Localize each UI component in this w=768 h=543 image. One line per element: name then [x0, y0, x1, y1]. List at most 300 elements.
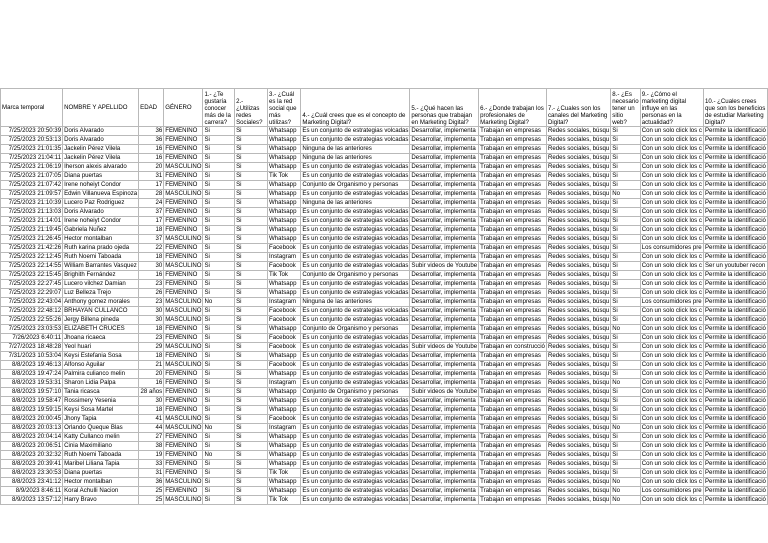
table-cell[interactable]: 22	[139, 244, 164, 253]
table-cell[interactable]: Permite la identificació	[704, 271, 766, 278]
table-cell[interactable]: Permite la identificació	[704, 172, 766, 179]
table-cell[interactable]: Si	[611, 235, 640, 244]
table-cell[interactable]: Permite la identificació	[704, 244, 766, 251]
table-cell[interactable]: Con un solo click los c	[641, 424, 702, 431]
table-cell[interactable]: 7/25/2023 22:14:55	[1, 262, 63, 271]
table-cell[interactable]: Whatsapp	[268, 406, 301, 415]
table-cell[interactable]: Si	[235, 136, 268, 145]
table-cell[interactable]: Si	[235, 361, 268, 370]
table-cell[interactable]: MASCULINO	[165, 190, 202, 197]
table-cell[interactable]: Desarrollar, implementa	[410, 298, 479, 307]
table-cell[interactable]: Es un conjunto de estrategias volcadas	[302, 334, 409, 341]
table-cell[interactable]: Si	[235, 451, 268, 460]
table-cell[interactable]: Whatsapp	[268, 226, 301, 235]
table-cell[interactable]: Si	[235, 289, 268, 298]
table-cell[interactable]: Iherson alexis alvarado	[63, 163, 139, 172]
table-cell[interactable]: Permite la identificació	[704, 433, 766, 440]
table-cell[interactable]: Whatsapp	[268, 190, 301, 199]
table-cell[interactable]: Whatsapp	[268, 478, 301, 487]
table-cell[interactable]: Si	[203, 271, 235, 280]
table-cell[interactable]: 8/8/2023 20:03:13	[1, 424, 63, 433]
table-cell[interactable]: 16	[139, 379, 164, 388]
table-cell[interactable]: 8/8/2023 20:00:45	[1, 415, 63, 424]
table-cell[interactable]: Redes sociales, búsqu	[547, 181, 610, 188]
table-cell[interactable]: Permite la identificació	[704, 397, 766, 404]
table-cell[interactable]: Desarrollar, implementa	[410, 271, 479, 280]
table-cell[interactable]: Whatsapp	[268, 127, 301, 136]
table-cell[interactable]: Si	[235, 397, 268, 406]
table-cell[interactable]: Es un conjunto de estrategias volcadas	[302, 352, 409, 359]
table-cell[interactable]: Es un conjunto de estrategias volcadas	[302, 280, 409, 287]
table-cell[interactable]: 8/8/2023 20:39:41	[1, 460, 63, 469]
table-cell[interactable]: Whatsapp	[268, 289, 301, 298]
table-cell[interactable]: Trabajan en construcció	[480, 343, 545, 350]
table-cell[interactable]: Es un conjunto de estrategias volcadas	[302, 217, 409, 224]
table-cell[interactable]: Es un conjunto de estrategias volcadas	[302, 361, 409, 368]
table-cell[interactable]: Desarrollar, implementa	[410, 172, 479, 181]
table-cell[interactable]: Gabriela Nuñez	[63, 226, 139, 235]
table-cell[interactable]: Permite la identificació	[704, 451, 766, 458]
table-cell[interactable]: Redes sociales, búsqu	[547, 280, 610, 287]
table-cell[interactable]: Redes sociales, búsqu	[547, 316, 610, 323]
table-cell[interactable]: No	[611, 190, 640, 199]
table-cell[interactable]: Permite la identificació	[704, 361, 766, 368]
table-cell[interactable]: Si	[611, 388, 640, 397]
table-cell[interactable]: Si	[203, 217, 235, 226]
table-cell[interactable]: Es un conjunto de estrategias volcadas	[302, 406, 409, 413]
table-cell[interactable]: Trabajan en empresas	[479, 388, 547, 397]
col-nombre-header[interactable]: NOMBRE Y APELLIDO	[63, 89, 139, 127]
table-cell[interactable]: Whatsapp	[268, 181, 301, 190]
table-cell[interactable]: Con un solo click los c	[641, 163, 702, 170]
table-cell[interactable]: 30	[139, 262, 164, 271]
table-cell[interactable]: Desarrollar, implementa	[410, 235, 479, 244]
col-q1-header[interactable]: 1.- ¿Te gustaría conocer más de la carrera?	[203, 89, 235, 127]
table-cell[interactable]: Es un conjunto de estrategias volcadas	[302, 226, 409, 233]
table-cell[interactable]: Si	[611, 280, 640, 289]
table-cell[interactable]: Si	[235, 343, 268, 352]
table-cell[interactable]: Si	[611, 334, 640, 343]
table-cell[interactable]: 38	[139, 442, 164, 451]
table-cell[interactable]: 7/25/2023 21:07:05	[1, 172, 63, 181]
table-cell[interactable]: Si	[611, 154, 640, 163]
table-cell[interactable]: Es un conjunto de estrategias volcadas	[302, 262, 409, 269]
table-cell[interactable]: 33	[139, 460, 164, 469]
table-cell[interactable]: FEMENINO	[164, 406, 203, 415]
table-cell[interactable]: Trabajan en empresas	[479, 316, 547, 325]
table-cell[interactable]: Permite la identificació	[704, 316, 766, 323]
table-cell[interactable]: Permite la identificació	[704, 190, 766, 197]
table-cell[interactable]: Con un solo click los c	[641, 496, 702, 503]
table-cell[interactable]: FEMENINO	[164, 352, 203, 361]
table-cell[interactable]: 24	[139, 199, 164, 208]
table-cell[interactable]: Permite la identificació	[704, 487, 766, 494]
table-cell[interactable]: Trabajan en empresas	[479, 127, 547, 136]
table-cell[interactable]: Si	[203, 208, 235, 217]
table-cell[interactable]: Redes sociales, búsqu	[547, 487, 610, 494]
col-q8-header[interactable]: 8.- ¿Es necesario tener un sitio web?	[611, 89, 640, 127]
table-cell[interactable]: Trabajan en empresas	[479, 442, 547, 451]
table-cell[interactable]: Con un solo click los c	[641, 451, 702, 458]
table-cell[interactable]: 8/8/2023 19:46:13	[1, 361, 63, 370]
table-cell[interactable]: Es un conjunto de estrategias volcadas	[302, 397, 409, 404]
table-cell[interactable]: Si	[235, 424, 268, 433]
table-cell[interactable]: Si	[203, 379, 235, 388]
table-cell[interactable]: 7/25/2023 21:09:57	[1, 190, 63, 199]
table-cell[interactable]: Desarrollar, implementa	[410, 451, 479, 460]
col-q6-header[interactable]: 6.- ¿Donde trabajan los profesionales de Marketing Digital?	[479, 89, 547, 127]
table-cell[interactable]: 36	[139, 136, 164, 145]
table-cell[interactable]: No	[611, 478, 640, 487]
table-cell[interactable]: Los consumidores pre	[641, 487, 702, 494]
col-genero-header[interactable]: GÉNERO	[164, 89, 203, 127]
table-cell[interactable]: FEMENINO	[164, 127, 203, 136]
table-cell[interactable]: Es un conjunto de estrategias volcadas	[302, 460, 409, 467]
table-cell[interactable]: Trabajan en empresas	[479, 226, 547, 235]
table-cell[interactable]: Redes sociales, búsqu	[547, 469, 610, 476]
table-cell[interactable]: Desarrollar, implementa	[410, 127, 479, 136]
table-cell[interactable]: Con un solo click los c	[641, 280, 702, 287]
table-cell[interactable]: FEMENINO	[164, 442, 203, 451]
table-cell[interactable]: Diana puertas	[63, 172, 139, 181]
table-cell[interactable]: Si	[235, 190, 268, 199]
table-cell[interactable]: Redes sociales, búsqu	[547, 496, 610, 503]
table-cell[interactable]: Si	[203, 460, 235, 469]
table-cell[interactable]: 7/31/2023 10:53:04	[1, 352, 63, 361]
table-cell[interactable]: 7/25/2023 22:48:12	[1, 307, 63, 316]
table-cell[interactable]: Si	[203, 496, 235, 505]
table-cell[interactable]: Irene noheiyt Condor	[63, 217, 139, 226]
table-cell[interactable]: Es un conjunto de estrategias volcadas	[302, 208, 409, 215]
table-cell[interactable]: Con un solo click los c	[641, 199, 702, 206]
table-cell[interactable]: Rossimery Yesenia	[63, 397, 139, 406]
table-cell[interactable]: Si	[203, 415, 235, 424]
table-cell[interactable]: Katty Cullanco melin	[63, 433, 139, 442]
table-cell[interactable]: Redes sociales, búsqu	[547, 253, 610, 260]
table-cell[interactable]: Si	[203, 244, 235, 253]
table-cell[interactable]: 44	[139, 424, 164, 433]
table-cell[interactable]: Desarrollar, implementa	[410, 154, 479, 163]
table-cell[interactable]: Conjunto de Organismo y personas	[301, 181, 410, 190]
table-cell[interactable]: Redes sociales, búsqu	[547, 433, 610, 440]
table-cell[interactable]: Redes sociales, búsqu	[547, 235, 610, 242]
table-cell[interactable]: Si	[203, 235, 235, 244]
table-cell[interactable]: Redes sociales, búsqu	[547, 352, 610, 359]
table-cell[interactable]: Harry Bravo	[63, 496, 139, 505]
table-cell[interactable]: Si	[235, 262, 268, 271]
table-cell[interactable]: Lucero Paz Rodriguez	[63, 199, 139, 208]
table-cell[interactable]: Whatsapp	[268, 208, 301, 217]
table-cell[interactable]: Tik Tok	[268, 469, 301, 478]
table-cell[interactable]: FEMENINO	[164, 397, 203, 406]
table-cell[interactable]: MASCULINO	[165, 361, 202, 368]
table-cell[interactable]: FEMENINO	[164, 226, 203, 235]
table-cell[interactable]: Redes sociales, búsqu	[547, 217, 610, 224]
table-cell[interactable]: Si	[235, 487, 268, 496]
table-cell[interactable]: Desarrollar, implementa	[410, 307, 479, 316]
table-cell[interactable]: 37	[139, 208, 164, 217]
table-cell[interactable]: Ruth Noemi Taboada	[63, 253, 139, 262]
table-cell[interactable]: 36	[139, 127, 164, 136]
table-cell[interactable]: Si	[611, 244, 640, 253]
table-cell[interactable]: Subir videos de Youtube	[411, 388, 478, 395]
table-cell[interactable]: 8/8/2023 19:47:24	[1, 370, 63, 379]
table-cell[interactable]: 37	[139, 235, 164, 244]
table-cell[interactable]: 17	[139, 217, 164, 226]
table-cell[interactable]: Con un solo click los c	[641, 415, 702, 422]
table-cell[interactable]: Desarrollar, implementa	[410, 442, 479, 451]
table-cell[interactable]: 16	[139, 271, 164, 280]
table-cell[interactable]: 16	[139, 154, 164, 163]
table-cell[interactable]: Es un conjunto de estrategias volcadas	[302, 172, 409, 179]
table-cell[interactable]: Si	[203, 406, 235, 415]
table-cell[interactable]: Desarrollar, implementa	[410, 226, 479, 235]
table-cell[interactable]: Es un conjunto de estrategias volcadas	[302, 370, 409, 377]
table-cell[interactable]: Si	[611, 163, 640, 172]
table-cell[interactable]: Con un solo click los c	[641, 271, 702, 278]
table-cell[interactable]: Redes sociales, búsqu	[547, 379, 610, 386]
table-cell[interactable]: Si	[235, 478, 268, 487]
table-cell[interactable]: 20	[139, 163, 164, 172]
table-cell[interactable]: Permite la identificació	[704, 325, 766, 332]
table-cell[interactable]: Trabajan en empresas	[479, 334, 547, 343]
table-cell[interactable]: MASCULINO	[165, 424, 202, 431]
table-cell[interactable]: Si	[235, 415, 268, 424]
table-cell[interactable]: 8/8/2023 23:41:12	[1, 478, 63, 487]
table-cell[interactable]: 30	[139, 397, 164, 406]
table-cell[interactable]: Permite la identificació	[704, 388, 766, 395]
table-cell[interactable]: Trabajan en empresas	[479, 307, 547, 316]
table-cell[interactable]: Es un conjunto de estrategias volcadas	[302, 442, 409, 449]
table-cell[interactable]: Trabajan en empresas	[479, 199, 547, 208]
table-cell[interactable]: Si	[611, 145, 640, 154]
table-cell[interactable]: Con un solo click los c	[641, 478, 702, 485]
table-cell[interactable]: Si	[611, 199, 640, 208]
table-cell[interactable]: Redes sociales, búsqu	[547, 199, 610, 206]
table-cell[interactable]: Trabajan en empresas	[479, 415, 547, 424]
table-cell[interactable]: No	[203, 424, 235, 433]
table-cell[interactable]: Permite la identificació	[704, 343, 766, 350]
table-cell[interactable]: Permite la identificació	[704, 307, 766, 314]
table-cell[interactable]: Es un conjunto de estrategias volcadas	[302, 253, 409, 260]
table-cell[interactable]: Redes sociales, búsqu	[547, 190, 610, 197]
table-cell[interactable]: 7/25/2023 20:53:13	[1, 136, 63, 145]
table-cell[interactable]: Con un solo click los c	[641, 388, 702, 395]
table-cell[interactable]: Si	[611, 361, 640, 370]
table-cell[interactable]: Los consumidores pre	[641, 244, 702, 251]
table-cell[interactable]: Permite la identificació	[704, 460, 766, 467]
table-cell[interactable]: Si	[203, 343, 235, 352]
table-cell[interactable]: Desarrollar, implementa	[410, 415, 479, 424]
table-cell[interactable]: 23	[139, 298, 164, 307]
table-cell[interactable]: Redes sociales, búsqu	[547, 154, 610, 161]
table-cell[interactable]: Si	[203, 163, 235, 172]
table-cell[interactable]: 28	[139, 190, 164, 199]
table-cell[interactable]: Redes sociales, búsqu	[547, 370, 610, 377]
table-cell[interactable]: 8/9/2023 13:57:12	[1, 496, 63, 505]
table-cell[interactable]: Tania ricasca	[63, 388, 139, 397]
table-cell[interactable]: Redes sociales, búsqu	[547, 424, 610, 431]
table-cell[interactable]: Si	[235, 406, 268, 415]
table-cell[interactable]: FEMENINO	[164, 244, 203, 253]
table-cell[interactable]: Redes sociales, búsqu	[547, 397, 610, 404]
table-cell[interactable]: Si	[203, 181, 235, 190]
table-cell[interactable]: Trabajan en empresas	[479, 433, 547, 442]
table-cell[interactable]: Con un solo click los c	[641, 397, 702, 404]
table-cell[interactable]: FEMENINO	[164, 460, 203, 469]
table-cell[interactable]: Redes sociales, búsqu	[547, 325, 610, 332]
table-cell[interactable]: Redes sociales, búsqu	[547, 361, 610, 368]
table-cell[interactable]: Con un solo click los c	[641, 343, 702, 350]
col-q4-header[interactable]: 4.- ¿Cuál crees que es el concepto de Marketing Digital?	[301, 89, 410, 127]
table-cell[interactable]: Subir videos de Youtube	[411, 262, 478, 269]
table-cell[interactable]: 18	[139, 406, 164, 415]
table-cell[interactable]: Redes sociales, búsqu	[547, 163, 610, 170]
table-cell[interactable]: Trabajan en empresas	[479, 478, 547, 487]
table-cell[interactable]: FEMENINO	[164, 379, 203, 388]
table-cell[interactable]: Si	[611, 469, 640, 478]
table-cell[interactable]: MASCULINO	[165, 298, 202, 305]
col-q2-header[interactable]: 2.- ¿Utilizas redes Sociales?	[235, 89, 268, 127]
table-cell[interactable]: Si	[235, 253, 268, 262]
table-cell[interactable]: Si	[235, 244, 268, 253]
table-cell[interactable]: Redes sociales, búsqu	[547, 307, 610, 314]
table-cell[interactable]: Desarrollar, implementa	[410, 208, 479, 217]
table-cell[interactable]: Redes sociales, búsqu	[547, 289, 610, 296]
table-cell[interactable]: Es un conjunto de estrategias volcadas	[302, 235, 409, 242]
table-cell[interactable]: FEMENINO	[164, 136, 203, 145]
table-cell[interactable]: Facebook	[268, 343, 301, 352]
table-cell[interactable]: FEMENINO	[164, 217, 203, 226]
table-cell[interactable]: Con un solo click los c	[641, 127, 702, 134]
table-cell[interactable]: Con un solo click los c	[641, 352, 702, 359]
table-cell[interactable]: Con un solo click los c	[641, 235, 702, 242]
table-cell[interactable]: 8/8/2023 23:30:53	[1, 469, 63, 478]
table-cell[interactable]: Lucero vilchez Damian	[63, 280, 139, 289]
table-cell[interactable]: Desarrollar, implementa	[410, 163, 479, 172]
col-q9-header[interactable]: 9.- ¿Cómo el marketing digital influye en las personas en la actualidad?	[640, 89, 703, 127]
table-cell[interactable]: Si	[611, 217, 640, 226]
table-cell[interactable]: 41	[139, 415, 164, 424]
table-cell[interactable]: Desarrollar, implementa	[410, 397, 479, 406]
table-cell[interactable]: Si	[235, 469, 268, 478]
table-cell[interactable]: Whatsapp	[268, 325, 301, 334]
table-cell[interactable]: Es un conjunto de estrategias volcadas	[302, 307, 409, 314]
table-cell[interactable]: 7/25/2023 21:13:03	[1, 208, 63, 217]
table-cell[interactable]: Si	[611, 343, 640, 352]
table-cell[interactable]: FEMENINO	[164, 271, 203, 280]
table-cell[interactable]: Desarrollar, implementa	[410, 280, 479, 289]
table-cell[interactable]: Orlando Queque Blas	[63, 424, 139, 433]
table-cell[interactable]: Redes sociales, búsqu	[547, 226, 610, 233]
table-cell[interactable]: Si	[235, 442, 268, 451]
table-cell[interactable]: Si	[235, 379, 268, 388]
table-cell[interactable]: Es un conjunto de estrategias volcadas	[302, 289, 409, 296]
table-cell[interactable]: Luz Belleza Trejo	[63, 289, 139, 298]
table-cell[interactable]: Permite la identificació	[704, 415, 766, 422]
table-cell[interactable]: MASCULINO	[165, 307, 202, 314]
table-cell[interactable]: Trabajan en empresas	[479, 190, 547, 199]
table-cell[interactable]: Trabajan en empresas	[479, 271, 547, 280]
table-cell[interactable]: Permite la identificació	[704, 136, 766, 143]
table-cell[interactable]: 36	[139, 478, 164, 487]
table-cell[interactable]: 30	[139, 307, 164, 316]
table-cell[interactable]: 25	[139, 487, 164, 496]
table-cell[interactable]: Permite la identificació	[704, 235, 766, 242]
col-q10-header[interactable]: 10.- ¿Cuales crees que son los beneficios de estudiar Marketing Digital?	[703, 89, 767, 127]
table-cell[interactable]: 7/25/2023 20:50:39	[1, 127, 63, 136]
table-cell[interactable]: Trabajan en empresas	[479, 361, 547, 370]
table-cell[interactable]: Trabajan en empresas	[479, 352, 547, 361]
table-cell[interactable]: Trabajan en empresas	[479, 370, 547, 379]
table-cell[interactable]: Trabajan en empresas	[479, 244, 547, 253]
table-cell[interactable]: Si	[235, 433, 268, 442]
table-cell[interactable]: 7/25/2023 21:01:35	[1, 145, 63, 154]
table-cell[interactable]: 18	[139, 226, 164, 235]
table-cell[interactable]: Si	[235, 172, 268, 181]
table-cell[interactable]: Con un solo click los c	[641, 226, 702, 233]
table-cell[interactable]: Si	[203, 334, 235, 343]
table-cell[interactable]: FEMENINO	[164, 334, 203, 343]
table-cell[interactable]: Ninguna de las anteriores	[301, 199, 410, 208]
table-cell[interactable]: 7/25/2023 22:27:45	[1, 280, 63, 289]
table-cell[interactable]: Desarrollar, implementa	[410, 469, 479, 478]
col-marca-temporal-header[interactable]: Marca temporal	[1, 89, 63, 127]
table-cell[interactable]: Si	[235, 316, 268, 325]
table-cell[interactable]: Con un solo click los c	[641, 316, 702, 323]
table-cell[interactable]: Desarrollar, implementa	[410, 244, 479, 253]
table-cell[interactable]: Si	[235, 352, 268, 361]
table-cell[interactable]: Si	[235, 307, 268, 316]
table-cell[interactable]: Facebook	[268, 307, 301, 316]
col-q7-header[interactable]: 7.- ¿Cuales son los canales del Marketing Digital?	[546, 89, 610, 127]
table-cell[interactable]: Ninguna de las anteriores	[301, 154, 410, 163]
table-cell[interactable]: Ninguna de las anteriores	[301, 145, 410, 154]
table-cell[interactable]: Desarrollar, implementa	[410, 406, 479, 415]
table-cell[interactable]: 7/25/2023 21:04:11	[1, 154, 63, 163]
table-cell[interactable]: Si	[235, 181, 268, 190]
table-cell[interactable]: Whatsapp	[268, 397, 301, 406]
table-cell[interactable]: Si	[203, 199, 235, 208]
table-cell[interactable]: Si	[203, 388, 235, 397]
table-cell[interactable]: Facebook	[268, 361, 301, 370]
table-cell[interactable]: Si	[235, 208, 268, 217]
table-cell[interactable]: Permite la identificació	[704, 163, 766, 170]
table-cell[interactable]: Si	[611, 271, 640, 280]
table-cell[interactable]: FEMENINO	[164, 199, 203, 208]
table-cell[interactable]: 8/9/2023 8:46:11	[1, 487, 63, 496]
table-cell[interactable]: Desarrollar, implementa	[410, 289, 479, 298]
table-cell[interactable]: Whatsapp	[268, 451, 301, 460]
table-cell[interactable]: Si	[203, 325, 235, 334]
table-cell[interactable]: Es un conjunto de estrategias volcadas	[302, 415, 409, 422]
table-cell[interactable]: Si	[203, 289, 235, 298]
table-cell[interactable]: Whatsapp	[268, 460, 301, 469]
table-cell[interactable]: Si	[235, 388, 268, 397]
table-cell[interactable]: FEMENINO	[164, 253, 203, 262]
table-cell[interactable]: 8/8/2023 19:53:31	[1, 379, 63, 388]
table-cell[interactable]: Desarrollar, implementa	[410, 496, 479, 505]
table-cell[interactable]: Redes sociales, búsqu	[547, 442, 610, 449]
table-cell[interactable]: Whatsapp	[268, 352, 301, 361]
table-cell[interactable]: Trabajan en empresas	[479, 397, 547, 406]
col-q5-header[interactable]: 5.- ¿Qué hacen las personas que trabajan en Marketing Digital?	[410, 89, 479, 127]
table-cell[interactable]: Facebook	[268, 244, 301, 253]
table-cell[interactable]: 7/25/2023 21:26:45	[1, 235, 63, 244]
table-cell[interactable]: Desarrollar, implementa	[410, 217, 479, 226]
table-cell[interactable]: Permite la identificació	[704, 370, 766, 377]
table-cell[interactable]: Si	[611, 370, 640, 379]
